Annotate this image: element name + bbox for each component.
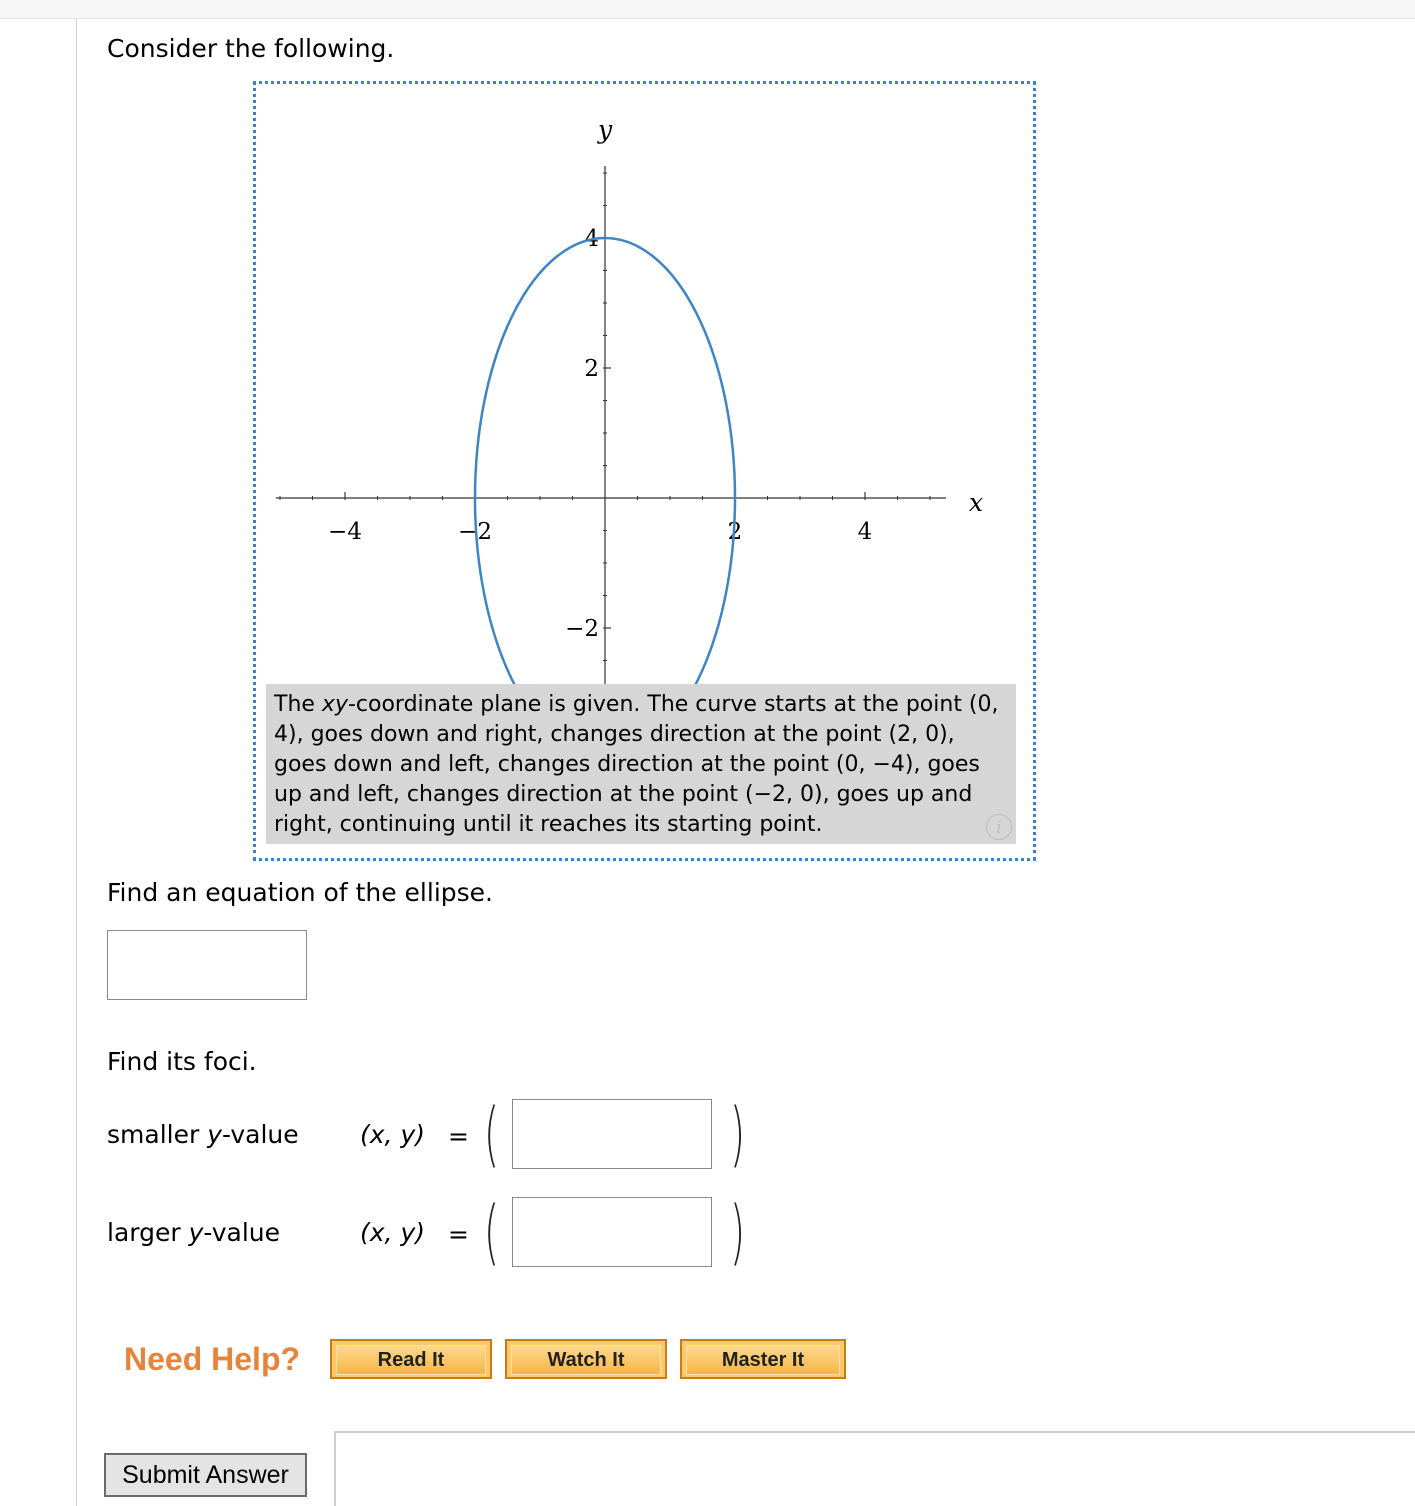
smaller-close-paren: ) [730, 1093, 746, 1175]
question-foci-prompt: Find its foci. [107, 1047, 257, 1076]
larger-equals-sign: = [448, 1220, 469, 1249]
x-tick-label: −4 [328, 519, 362, 545]
feedback-panel [334, 1431, 1415, 1506]
smaller-focus-input[interactable] [512, 1099, 712, 1169]
y-tick-label: 4 [584, 226, 599, 252]
y-tick-labels [565, 226, 599, 642]
x-tick-label: 4 [857, 519, 873, 545]
y-axis-label: y [597, 115, 613, 144]
larger-label-b: -value [203, 1218, 281, 1247]
left-margin-rule [76, 19, 77, 1506]
watch-it-button[interactable] [505, 1339, 667, 1379]
smaller-equals-sign: = [448, 1122, 469, 1151]
x-tick-label: −2 [458, 519, 492, 545]
smaller-label-b: -value [222, 1120, 299, 1149]
master-it-label: Master It [686, 1345, 840, 1375]
smaller-label-var: y [207, 1120, 222, 1149]
graph-description [266, 684, 1016, 844]
need-help-title: Need Help? [124, 1341, 301, 1377]
submit-answer-button[interactable]: Submit Answer [104, 1453, 307, 1497]
intro-text: Consider the following. [107, 34, 395, 63]
x-tick-labels [328, 519, 872, 545]
larger-label-var: y [188, 1218, 204, 1247]
graph-figure [253, 81, 1036, 861]
ellipse-equation-input[interactable] [107, 930, 307, 1000]
larger-close-paren: ) [730, 1191, 746, 1273]
smaller-y-label [107, 1120, 299, 1150]
alt-text-body: -coordinate plane is given. The curve starts at the point (0, 4), goes down and right, changes direction at the point (2, 0), goes down and left, changes direction at the point (0, −4), goes up and left, changes direction at the point (−2, 0), goes up and right, continuing until it reaches its starting point. [274, 692, 999, 837]
top-bar [0, 0, 1415, 19]
x-tick-label: 2 [727, 519, 743, 545]
smaller-label-a: smaller [107, 1120, 208, 1149]
larger-xy-lhs: (x, y) [360, 1218, 425, 1247]
alt-text-prefix: The [274, 692, 322, 717]
read-it-button[interactable] [330, 1339, 492, 1379]
alt-text-italic: xy [321, 692, 348, 717]
question-ellipse-prompt: Find an equation of the ellipse. [107, 878, 493, 907]
watch-it-label: Watch It [511, 1345, 661, 1375]
smaller-open-paren: ( [484, 1093, 500, 1175]
larger-open-paren: ( [484, 1191, 500, 1273]
larger-y-label [107, 1218, 280, 1248]
y-tick-label: −2 [565, 616, 599, 642]
master-it-button[interactable] [680, 1339, 846, 1379]
smaller-xy-lhs: (x, y) [360, 1120, 425, 1149]
larger-focus-input[interactable] [512, 1197, 712, 1267]
info-icon[interactable]: i [986, 814, 1012, 840]
read-it-label: Read It [336, 1345, 486, 1375]
larger-label-a: larger [107, 1218, 189, 1247]
y-tick-label: 2 [584, 356, 599, 382]
x-axis-label: x [969, 488, 984, 517]
